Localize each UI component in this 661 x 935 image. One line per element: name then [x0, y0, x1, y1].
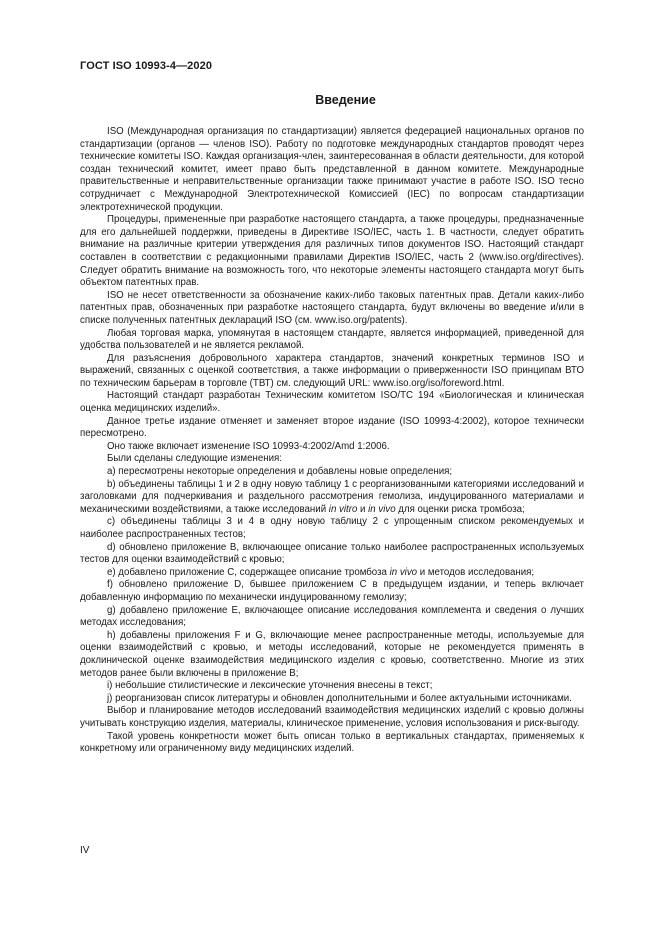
- list-item-text: e) добавлено приложение С, содержащее описание тромбоза: [107, 566, 390, 578]
- paragraph: Данное третье издание отменяет и заменяет второе издание (ISO 10993-4:2002), которое технически пересмотрено.: [80, 415, 584, 440]
- paragraph: Настоящий стандарт разработан Техническим комитетом ISO/TC 194 «Биологическая и клиническая оценка медицинских изделий».: [80, 390, 584, 415]
- list-item-text: b) объединены таблицы 1 и 2 в одну новую таблицу 1 с реорганизованными категориями исследований и заголовками для подчеркивания и раздельного рассмотрения гемолиза, индуцированного материалами и механическими воздействиями, а также исследований: [80, 478, 584, 515]
- page-title: Введение: [315, 93, 376, 107]
- paragraph: Выбор и планирование методов исследований взаимодействия медицинских изделий с кровью должны учитывать конструкцию изделия, материалы, клиническое применение, условия использования и риск-выгоду.: [80, 705, 584, 729]
- list-item: j) реорганизован список литературы и обновлен дополнительными и более актуальными источниками.: [107, 692, 572, 704]
- paragraph: Для разъяснения добровольного характера стандартов, значений конкретных терминов ISO и выражений, связанных с оценкой соответствия, а также информации о приверженности ISO принципам ВТО по техническим барьерам в торговле (ТВТ) см. следующий URL: www.iso.org/iso/foreword.html.: [80, 352, 584, 389]
- paragraph: ISO (Международная организация по стандартизации) является федерацией национальных органов по стандартизации (органов — членов ISO). Работу по подготовке международных стандартов проводят через технические комитеты ISO. Каждая организация-член, заинтересованная в области деятельности, для которой создан технический комитет, имеет право быть представленной в данном комитете. Международные правительственные и неправительственные организации также принимают участие в работе ISO. ISO тесно сотрудничает с Международной Электротехнической Комиссией (IEC) по вопросам стандартизации электротехнической продукции.: [80, 126, 584, 213]
- list-item: d) обновлено приложение В, включающее описание только наиболее распространенных используемых тестов для оценки взаимодействий с кровью;: [80, 541, 584, 566]
- list-item-text: и: [357, 503, 369, 515]
- introduction-body: [80, 126, 584, 756]
- standard-designation: ГОСТ ISO 10993-4—2020: [80, 60, 213, 72]
- latin-term: in vitro: [328, 503, 358, 515]
- list-item-text: для оценки риска тромбоза;: [395, 503, 525, 515]
- list-item: a) пересмотрены некоторые определения и добавлены новые определения;: [107, 466, 453, 478]
- paragraph: Были сделаны следующие изменения:: [107, 453, 282, 465]
- list-item: h) добавлены приложения F и G, включающие менее распространенные методы, используемые для оценки взаимодействий с кровью, и методы исследований, которые не рекомендуется применять в доклинической оценке взаимодействия медицинского изделия с кровью, соответственно. Многие из этих методов ранее были включены в приложение В;: [80, 629, 584, 679]
- list-item: [80, 567, 584, 580]
- paragraph: Любая торговая марка, упомянутая в настоящем стандарте, является информацией, приведенной для удобства пользователей и не является рекламой.: [80, 327, 584, 352]
- latin-term: in vivo: [368, 503, 396, 515]
- list-item: [80, 479, 584, 517]
- page-number: IV: [80, 845, 90, 856]
- list-item: g) добавлено приложение Е, включающее описание исследования комплемента и сведения о лучших методах исследования;: [80, 604, 584, 629]
- paragraph: Такой уровень конкретности может быть описан только в вертикальных стандартах, применяемых к конкретному или ограниченному виду медицинских изделий.: [80, 730, 584, 755]
- list-item-text: и методов исследования;: [417, 566, 535, 578]
- list-item: c) объединены таблицы 3 и 4 в одну новую таблицу 2 с упрощенным списком рекомендуемых и наиболее распространенных тестов;: [80, 516, 584, 540]
- list-item: i) небольшие стилистические и лексические уточнения внесены в текст;: [107, 680, 433, 692]
- list-item: f) обновлено приложение D, бывшее приложением С в предыдущем издании, и теперь включает добавленную информацию по механически индуцированному гемолизу;: [80, 579, 584, 603]
- paragraph: Процедуры, примененные при разработке настоящего стандарта, а также процедуры, предназначенные для его дальнейшей поддержки, приведены в Директиве ISO/IEC, часть 1. В частности, следует обратить внимание на различные критерии утверждения для различных типов документов ISO. Настоящий стандарт составлен в соответствии с редакционными правилами Директив ISO/IEC, часть 2 (www.iso.org/directives). Следует обратить внимание на возможность того, что некоторые элементы настоящего стандарта могут быть объектом патентных прав.: [80, 214, 584, 289]
- latin-term: in vivo: [389, 566, 418, 578]
- paragraph: ISO не несет ответственности за обозначение каких-либо таковых патентных прав. Детали каких-либо патентных прав, обозначенных при разработке настоящего стандарта, будут включены во введение и/или в списке полученных патентных деклараций ISO (см. www.iso.org/patents).: [80, 289, 584, 326]
- paragraph: Оно также включает изменение ISO 10993-4:2002/Amd 1:2006.: [107, 440, 390, 452]
